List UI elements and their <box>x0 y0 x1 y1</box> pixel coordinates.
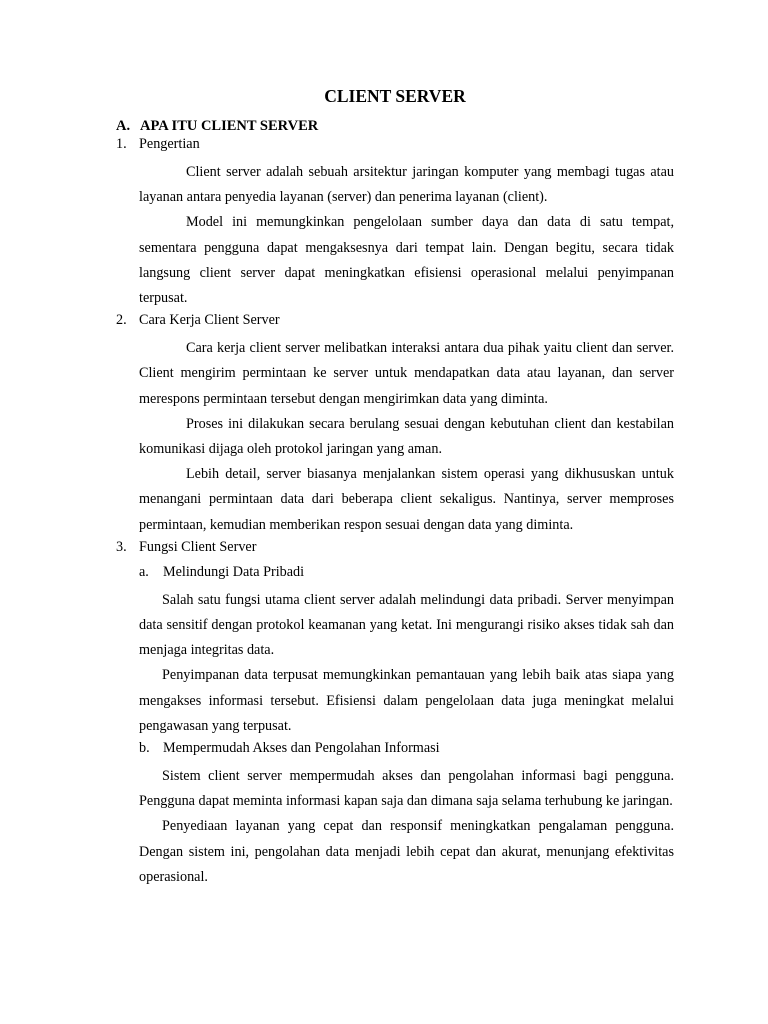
paragraph: Lebih detail, server biasanya menjalankan sistem operasi yang dikhususkan untuk menangani permintaan data dari beberapa client sekaligus. Nantinya, server memproses permintaan, kemudian memberikan respon sesuai dengan data yang diminta. <box>139 466 674 533</box>
paragraph: Sistem client server mempermudah akses dan pengolahan informasi bagi pengguna. Pengguna dapat meminta informasi kapan saja dan dimana saja selama terhubung ke jaringan. <box>139 768 674 810</box>
paragraph: Client server adalah sebuah arsitektur jaringan komputer yang membagi tugas atau layanan antara penyedia layanan (server) dan penerima layanan (client). <box>139 164 674 206</box>
sub-item-heading: Melindungi Data Pribadi <box>163 563 305 580</box>
list-item-heading: Fungsi Client Server <box>139 538 257 555</box>
paragraph: Penyediaan layanan yang cepat dan responsif meningkatkan pengalaman pengguna. Dengan sistem ini, pengolahan data menjadi lebih cepat dan akurat, menunjang efektivitas operasional. <box>139 818 674 885</box>
paragraph: Salah satu fungsi utama client server adalah melindungi data pribadi. Server menyimpan data sensitif dengan protokol keamanan yang ketat. Ini mengurangi risiko akses tidak sah dan menjaga integritas data. <box>139 591 674 659</box>
list-item-heading: Pengertian <box>139 136 200 152</box>
sub-item-mempermudah-akses <box>139 739 674 757</box>
paragraph: Model ini memungkinkan pengelolaan sumber daya dan data di satu tempat, sementara pengguna dapat mengaksesnya dari tempat lain. Dengan begitu, secara tidak langsung client server dapat meningkatkan efisiensi operasional melalui penyimpanan terpusat. <box>139 214 674 307</box>
sub-list-marker: a. <box>139 563 149 580</box>
section-marker: A. <box>116 118 131 134</box>
section-heading <box>116 118 318 135</box>
list-marker: 3. <box>116 538 127 555</box>
sub-item-heading: Mempermudah Akses dan Pengolahan Informasi <box>163 740 440 757</box>
list-item-pengertian <box>116 135 674 153</box>
sub-list-marker: b. <box>139 740 150 757</box>
list-item-cara-kerja <box>116 311 674 329</box>
list-marker: 2. <box>116 312 127 329</box>
section-title: APA ITU CLIENT SERVER <box>140 118 319 134</box>
document-body <box>116 135 674 890</box>
paragraph: Proses ini dilakukan secara berulang sesuai dengan kebutuhan client dan kestabilan komunikasi dijaga oleh protokol jaringan yang aman. <box>139 415 674 458</box>
list-item-heading: Cara Kerja Client Server <box>139 312 280 329</box>
list-marker: 1. <box>116 136 127 152</box>
document-title: CLIENT SERVER <box>324 86 466 106</box>
sub-item-melindungi-data <box>139 563 674 581</box>
paragraph: Cara kerja client server melibatkan interaksi antara dua pihak yaitu client dan server. Client mengirim permintaan ke server untuk mendapatkan data atau layanan, dan server merespons permintaan tersebut dengan mengirimkan data yang diminta. <box>139 340 674 407</box>
list-item-fungsi <box>116 538 674 556</box>
paragraph: Penyimpanan data terpusat memungkinkan pemantauan yang lebih baik atas siapa yang mengakses informasi tersebut. Efisiensi dalam pengelolaan data juga meningkat melalui pengawasan yang terpusat. <box>139 667 674 734</box>
